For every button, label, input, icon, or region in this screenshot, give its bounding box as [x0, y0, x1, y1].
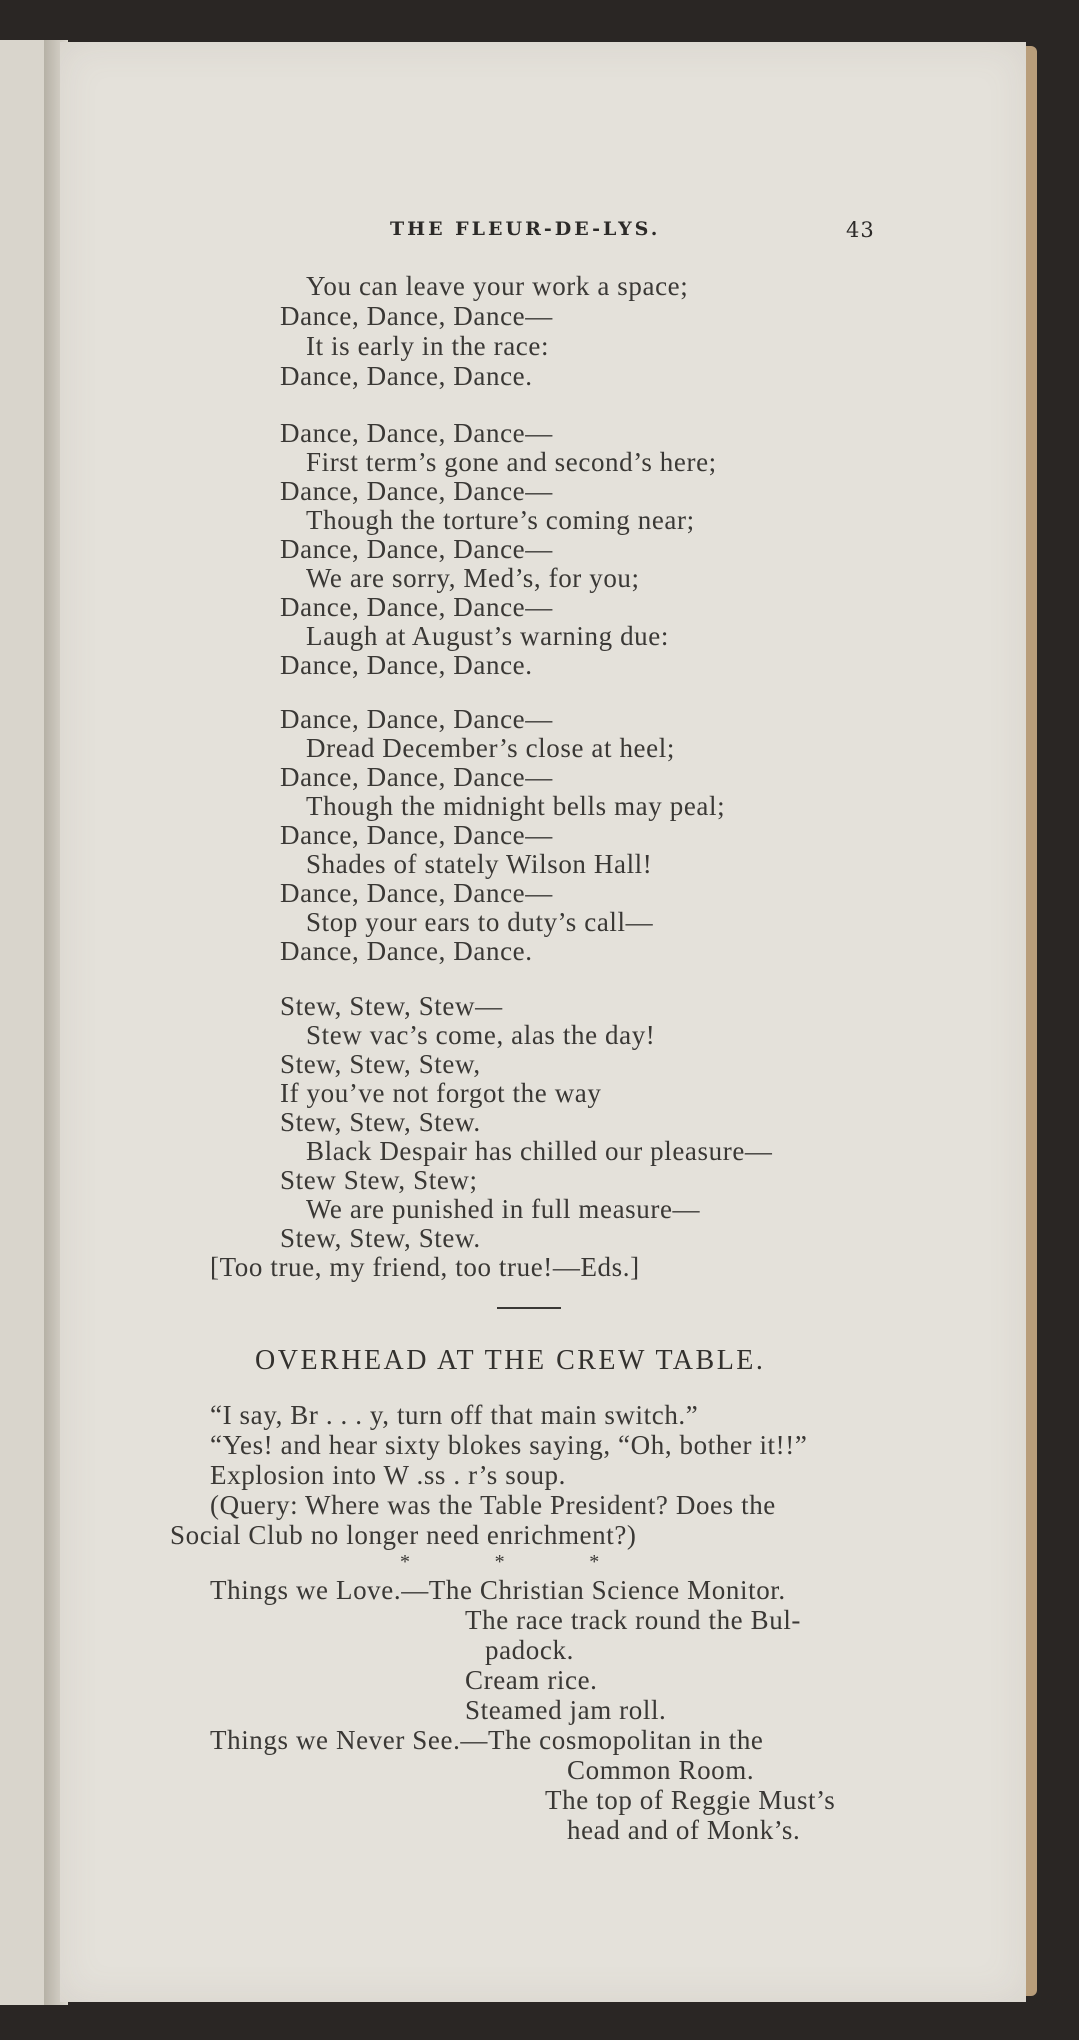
- editor-note: [Too true, my friend, too true!—Eds.]: [210, 1252, 640, 1282]
- poem-line: You can leave your work a space;: [306, 271, 689, 301]
- asterism: * * *: [400, 1551, 600, 1573]
- section-line: Common Room.: [567, 1755, 755, 1785]
- poem-line: Black Despair has chilled our pleasure—: [306, 1136, 773, 1166]
- poem-line: Though the torture’s coming near;: [306, 505, 695, 535]
- poem-line: Stew, Stew, Stew,: [280, 1049, 481, 1079]
- poem-line: Dance, Dance, Dance—: [280, 418, 553, 448]
- poem-line: Dance, Dance, Dance—: [280, 301, 553, 331]
- poem-line: Stew vac’s come, alas the day!: [306, 1020, 656, 1050]
- section-line: (Query: Where was the Table President? Does the: [210, 1490, 776, 1520]
- section-line: Social Club no longer need enrichment?): [170, 1520, 637, 1550]
- poem-line: First term’s gone and second’s here;: [306, 447, 717, 477]
- poem-line: Stew Stew, Stew;: [280, 1165, 478, 1195]
- poem-line: Dance, Dance, Dance.: [280, 650, 533, 680]
- poem-line: Laugh at August’s warning due:: [306, 621, 669, 651]
- page-number: 43: [846, 218, 875, 242]
- poem-line: Stew, Stew, Stew.: [280, 1107, 481, 1137]
- section-line: The race track round the Bul-: [465, 1605, 802, 1635]
- section-line: Things we Love.—The Christian Science Monitor.: [210, 1575, 786, 1605]
- poem-line: Stop your ears to duty’s call—: [306, 907, 654, 937]
- poem-line: Dance, Dance, Dance.: [280, 936, 533, 966]
- section-line: Things we Never See.—The cosmopolitan in the: [210, 1725, 764, 1755]
- journal-title: THE FLEUR-DE-LYS.: [390, 218, 661, 240]
- section-line: head and of Monk’s.: [567, 1815, 801, 1845]
- poem-line: Dread December’s close at heel;: [306, 733, 675, 763]
- poem-line: We are sorry, Med’s, for you;: [306, 563, 640, 593]
- section-line: The top of Reggie Must’s: [545, 1785, 836, 1815]
- poem-line: Dance, Dance, Dance—: [280, 762, 553, 792]
- poem-line: Shades of stately Wilson Hall!: [306, 849, 653, 879]
- poem-line: Though the midnight bells may peal;: [306, 791, 726, 821]
- poem-line: Stew, Stew, Stew.: [280, 1223, 481, 1253]
- section-line: Cream rice.: [465, 1665, 598, 1695]
- poem-line: Dance, Dance, Dance—: [280, 704, 553, 734]
- section-line: padock.: [485, 1635, 574, 1665]
- poem-line: Dance, Dance, Dance—: [280, 820, 553, 850]
- poem-line: It is early in the race:: [306, 331, 550, 361]
- poem-line: Dance, Dance, Dance.: [280, 361, 533, 391]
- poem-line: We are punished in full measure—: [306, 1194, 701, 1224]
- poem-line: Stew, Stew, Stew—: [280, 991, 503, 1021]
- section-line: “Yes! and hear sixty blokes saying, “Oh, bother it!!”: [210, 1430, 808, 1460]
- section-divider: [497, 1307, 561, 1309]
- section-line: Explosion into W .ss . r’s soup.: [210, 1460, 566, 1490]
- section-heading: OVERHEAD AT THE CREW TABLE.: [255, 1345, 766, 1376]
- poem-line: If you’ve not forgot the way: [280, 1078, 602, 1108]
- section-line: Steamed jam roll.: [465, 1695, 667, 1725]
- section-line: “I say, Br . . . y, turn off that main switch.”: [210, 1400, 699, 1430]
- poem-line: Dance, Dance, Dance—: [280, 592, 553, 622]
- poem-line: Dance, Dance, Dance—: [280, 534, 553, 564]
- poem-line: Dance, Dance, Dance—: [280, 476, 553, 506]
- poem-line: Dance, Dance, Dance—: [280, 878, 553, 908]
